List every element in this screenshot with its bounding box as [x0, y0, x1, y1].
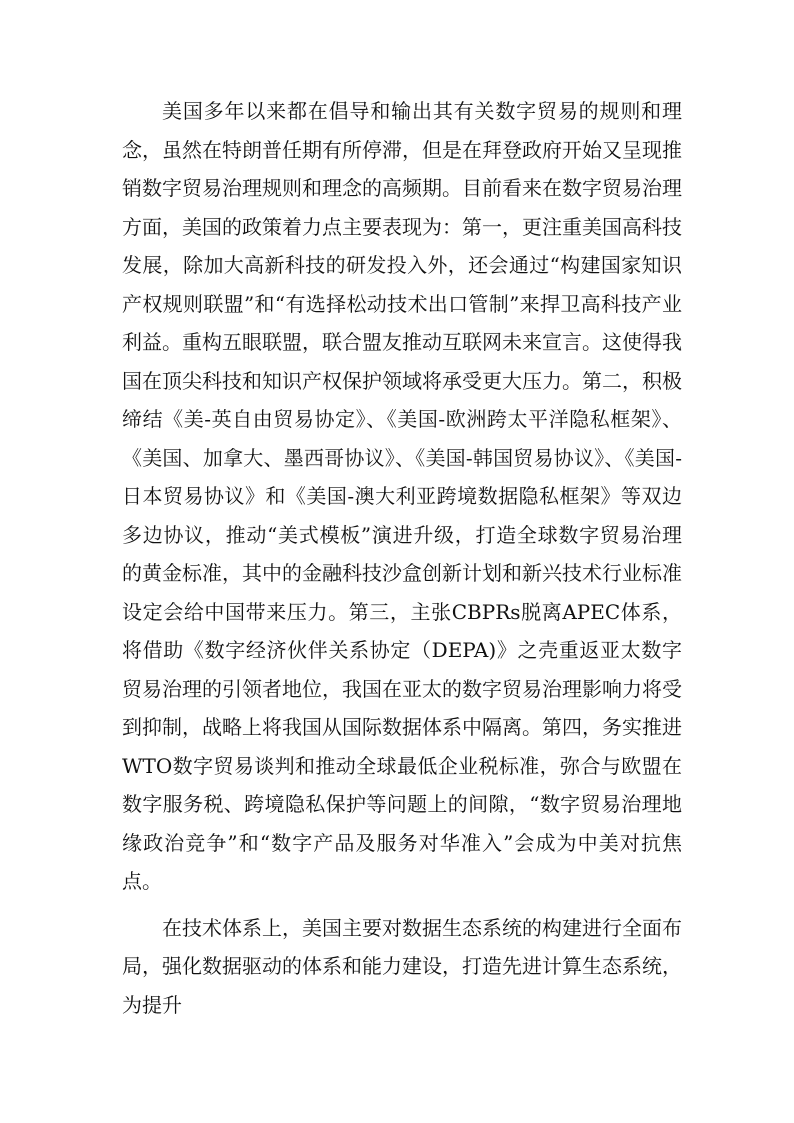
paragraph-2: 在技术体系上，美国主要对数据生态系统的构建进行全面布局，强化数据驱动的体系和能力建设，打造先进计算生态系统，为提升 [122, 915, 682, 1017]
paragraph-1: 美国多年以来都在倡导和输出其有关数字贸易的规则和理念，虽然在特朗普任期有所停滞，但是在拜登政府开始又呈现推销数字贸易治理规则和理念的高频期。目前看来在数字贸易治理方面，美国的政策着力点主要表现为：第一，更注重美国高科技发展，除加大高新科技的研发投入外，还会通过“构建国家知识产权规则联盟”和“有选择松动技术出口管制”来捍卫高科技产业利益。重构五眼联盟，联合盟友推动互联网未来宣言。这使得我国在顶尖科技和知识产权保护领域将承受更大压力。第二，积极缔结《美-英自由贸易协定》、《美国-欧洲跨太平洋隐私框架》、《美国、加拿大、墨西哥协议》、《美国-韩国贸易协议》、《美国-日本贸易协议》和《美国-澳大利亚跨境数据隐私框架》等双边多边协议，推动“美式模板”演进升级，打造全球数字贸易治理的黄金标准，其中的金融科技沙盒创新计划和新兴技术行业标准设定会给中国带来压力。第三，主张CBPRs脱离APEC体系，将借助《数字经济伙伴关系协定（DEPA)》之壳重返亚太数字贸易治理的引领者地位，我国在亚太的数字贸易治理影响力将受到抑制，战略上将我国从国际数据体系中隔离。第四，务实推进WTO数字贸易谈判和推动全球最低企业税标准，弥合与欧盟在数字服务税、跨境隐私保护等问题上的间隙，“数字贸易治理地缘政治竞争”和“数字产品及服务对华准入”会成为中美对抗焦点。 [122, 99, 682, 893]
document-body [122, 92, 682, 1024]
